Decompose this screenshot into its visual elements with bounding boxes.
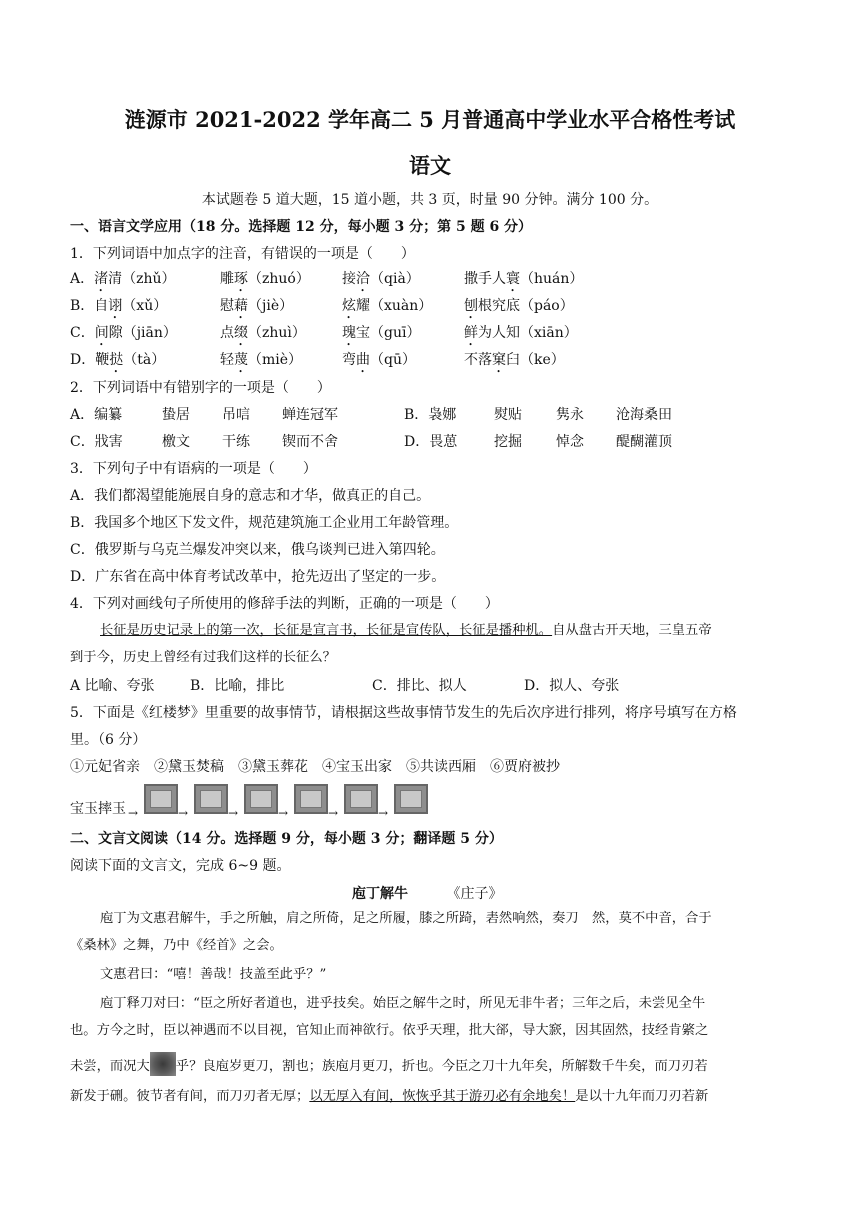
q5-items: ①元妃省亲 ②黛玉焚稿 ③黛玉葬花 ④宝玉出家 ⑤共读西厢 ⑥贾府被抄	[70, 759, 560, 775]
answer-box-1[interactable]	[144, 784, 178, 814]
q2-cell: 悼念	[556, 434, 584, 450]
q4-stem: 4．下列对画线句子所使用的修辞手法的判断，正确的一项是（ ）	[70, 596, 499, 612]
answer-box-5[interactable]	[344, 784, 378, 814]
q1-d-3: 弯曲（qū）	[342, 352, 416, 368]
q4-quote-line2: 到于今，历史上曾经有过我们这样的长征么？	[70, 650, 336, 665]
answer-box-4[interactable]	[294, 784, 328, 814]
passage-source: 《庄子》	[446, 886, 503, 902]
p3-underlined: 以无厚入有间，恢恢乎其于游刃必有余地矣！	[309, 1089, 576, 1104]
q1-c-4: 鲜为人知（xiān）	[464, 325, 578, 341]
q2-cell: 蝉连冠军	[282, 407, 338, 423]
q2-cell: C．戕害	[70, 434, 123, 450]
q4-quote-rest: 自从盘古开天地，三皇五帝	[552, 623, 712, 638]
q1-a-3: 接洽（qià）	[342, 271, 420, 287]
p3-line3-post: 乎？良庖岁更刀，割也；族庖月更刀，折也。今臣之刀十九年矣，所解数千牛矣，而刀刃若	[175, 1059, 708, 1074]
q4-option-d: D．拟人、夸张	[524, 678, 620, 694]
q1-b-3: 炫耀（xuàn）	[342, 298, 433, 314]
p3-line4-post: 是以十九年而刀刃若新	[575, 1089, 709, 1104]
q1-b-4: 刨根究底（páo）	[464, 298, 574, 314]
q1-row-c	[70, 324, 790, 342]
q1-c-1: C．间隙（jiān）	[70, 325, 177, 341]
arrow-icon: →	[328, 806, 339, 820]
answer-box-6[interactable]	[394, 784, 428, 814]
q1-row-d	[70, 351, 790, 369]
q2-cell: 熨贴	[494, 407, 522, 423]
q2-cell: 吊唁	[222, 407, 250, 423]
q1-b-2: 慰藉（jiè）	[220, 298, 294, 314]
passage-p2: 文惠君曰：“嘻！善哉！技盖至此乎？”	[100, 967, 327, 982]
q2-cell: 醍醐灌顶	[616, 434, 672, 450]
q2-cell: 檄文	[162, 434, 190, 450]
q4-option-c: C．排比、拟人	[372, 678, 467, 694]
arrow-icon: →	[128, 806, 139, 820]
passage-p3-line3	[70, 1052, 708, 1076]
passage-title-line	[352, 885, 502, 903]
arrow-icon: →	[178, 806, 189, 820]
q2-stem: 2．下列词语中有错别字的一项是（ ）	[70, 380, 331, 396]
q1-row-b	[70, 297, 790, 315]
q1-a-2: 雕琢（zhuó）	[220, 271, 310, 287]
q2-cell: 隽永	[556, 407, 584, 423]
q2-cell: 沧海桑田	[616, 407, 672, 423]
q2-cell: B．袅娜	[404, 407, 457, 423]
arrow-icon: →	[378, 806, 389, 820]
q2-cell: 挖掘	[494, 434, 522, 450]
q5-sequence	[70, 784, 470, 820]
passage-p1-line2: 《桑林》之舞，乃中《经首》之会。	[70, 938, 283, 953]
q5-stem-line1: 5．下面是《红楼梦》里重要的故事情节，请根据这些故事情节发生的先后次序进行排列，将序号填写在方格	[70, 705, 737, 721]
q2-cell: A．编纂	[70, 407, 123, 423]
q1-c-3: 瑰宝（guī）	[342, 325, 421, 341]
q3-stem: 3．下列句子中有语病的一项是（ ）	[70, 461, 317, 477]
q1-row-a	[70, 270, 790, 288]
q4-options	[70, 677, 790, 695]
section2-instruction: 阅读下面的文言文，完成 6~9 题。	[70, 858, 291, 874]
q1-d-4: 不落窠臼（ke）	[464, 352, 565, 368]
exam-title: 涟源市 2021-2022 学年高二 5 月普通高中学业水平合格性考试	[124, 107, 736, 132]
section1-heading: 一、语言文学应用（18 分。选择题 12 分，每小题 3 分；第 5 题 6 分）	[70, 219, 533, 235]
q2-cell: 蛰居	[162, 407, 190, 423]
q4-quote-line1	[100, 622, 712, 640]
subject-title: 语文	[409, 153, 451, 178]
q1-a-4: 撒手人寰（huán）	[464, 271, 584, 287]
q4-option-a: A 比喻、夸张	[70, 678, 155, 694]
q5-stem-line2: 里。（6 分）	[70, 732, 147, 748]
q2-cell: 锲而不舍	[282, 434, 338, 450]
q2-row-1	[70, 406, 790, 424]
q1-d-1: D．鞭挞（tà）	[70, 352, 166, 368]
q3-option-c: C．俄罗斯与乌克兰爆发冲突以来，俄乌谈判已进入第四轮。	[70, 542, 445, 558]
p3-line4-pre: 新发于硎。彼节者有间，而刀刃者无厚；	[70, 1089, 310, 1104]
q1-a-1: A．渚清（zhǔ）	[70, 271, 176, 287]
q1-c-2: 点缀（zhuì）	[220, 325, 306, 341]
q1-b-1: B．自诩（xǔ）	[70, 298, 168, 314]
ink-smudge-image	[150, 1052, 176, 1076]
q1-d-2: 轻蔑（miè）	[220, 352, 303, 368]
passage-p3-line2: 也。方今之时，臣以神遇而不以目视，官知止而神欲行。依乎天理，批大郤，导大窾，因其固然，技经肯綮之	[70, 1023, 709, 1038]
q2-row-2	[70, 433, 790, 451]
q2-cell: 干练	[222, 434, 250, 450]
arrow-icon: →	[228, 806, 239, 820]
q3-option-a: A．我们都渴望能施展自身的意志和才华，做真正的自己。	[70, 488, 431, 504]
arrow-icon: →	[278, 806, 289, 820]
answer-box-2[interactable]	[194, 784, 228, 814]
q2-cell: D．畏葸	[404, 434, 458, 450]
passage-p3-line1: 庖丁释刀对曰：“臣之所好者道也，进乎技矣。始臣之解牛之时，所见无非牛者；三年之后，未尝见全牛	[100, 996, 706, 1011]
exam-intro: 本试题卷 5 道大题，15 道小题，共 3 页，时量 90 分钟。满分 100 分。	[201, 192, 659, 208]
q5-start-label: 宝玉摔玉	[70, 801, 126, 817]
answer-box-3[interactable]	[244, 784, 278, 814]
passage-title: 庖丁解牛	[352, 886, 408, 902]
section2-heading: 二、文言文阅读（14 分。选择题 9 分，每小题 3 分；翻译题 5 分）	[70, 831, 503, 847]
passage-p1-line1: 庖丁为文惠君解牛，手之所触，肩之所倚，足之所履，膝之所踦，砉然响然，奏刀 然，莫不中音，合于	[100, 911, 712, 926]
q1-stem: 1．下列词语中加点字的注音，有错误的一项是（ ）	[70, 246, 415, 262]
q3-option-b: B．我国多个地区下发文件，规范建筑施工企业用工年龄管理。	[70, 515, 459, 531]
q4-underlined: 长征是历史记录上的第一次，长征是宣言书，长征是宣传队，长征是播种机。	[100, 623, 553, 638]
p3-line3-pre: 未尝，而况大	[70, 1059, 150, 1074]
q4-option-b: B．比喻，排比	[190, 678, 285, 694]
passage-p3-line4	[70, 1088, 708, 1106]
q3-option-d: D．广东省在高中体育考试改革中，抢先迈出了坚定的一步。	[70, 569, 446, 585]
